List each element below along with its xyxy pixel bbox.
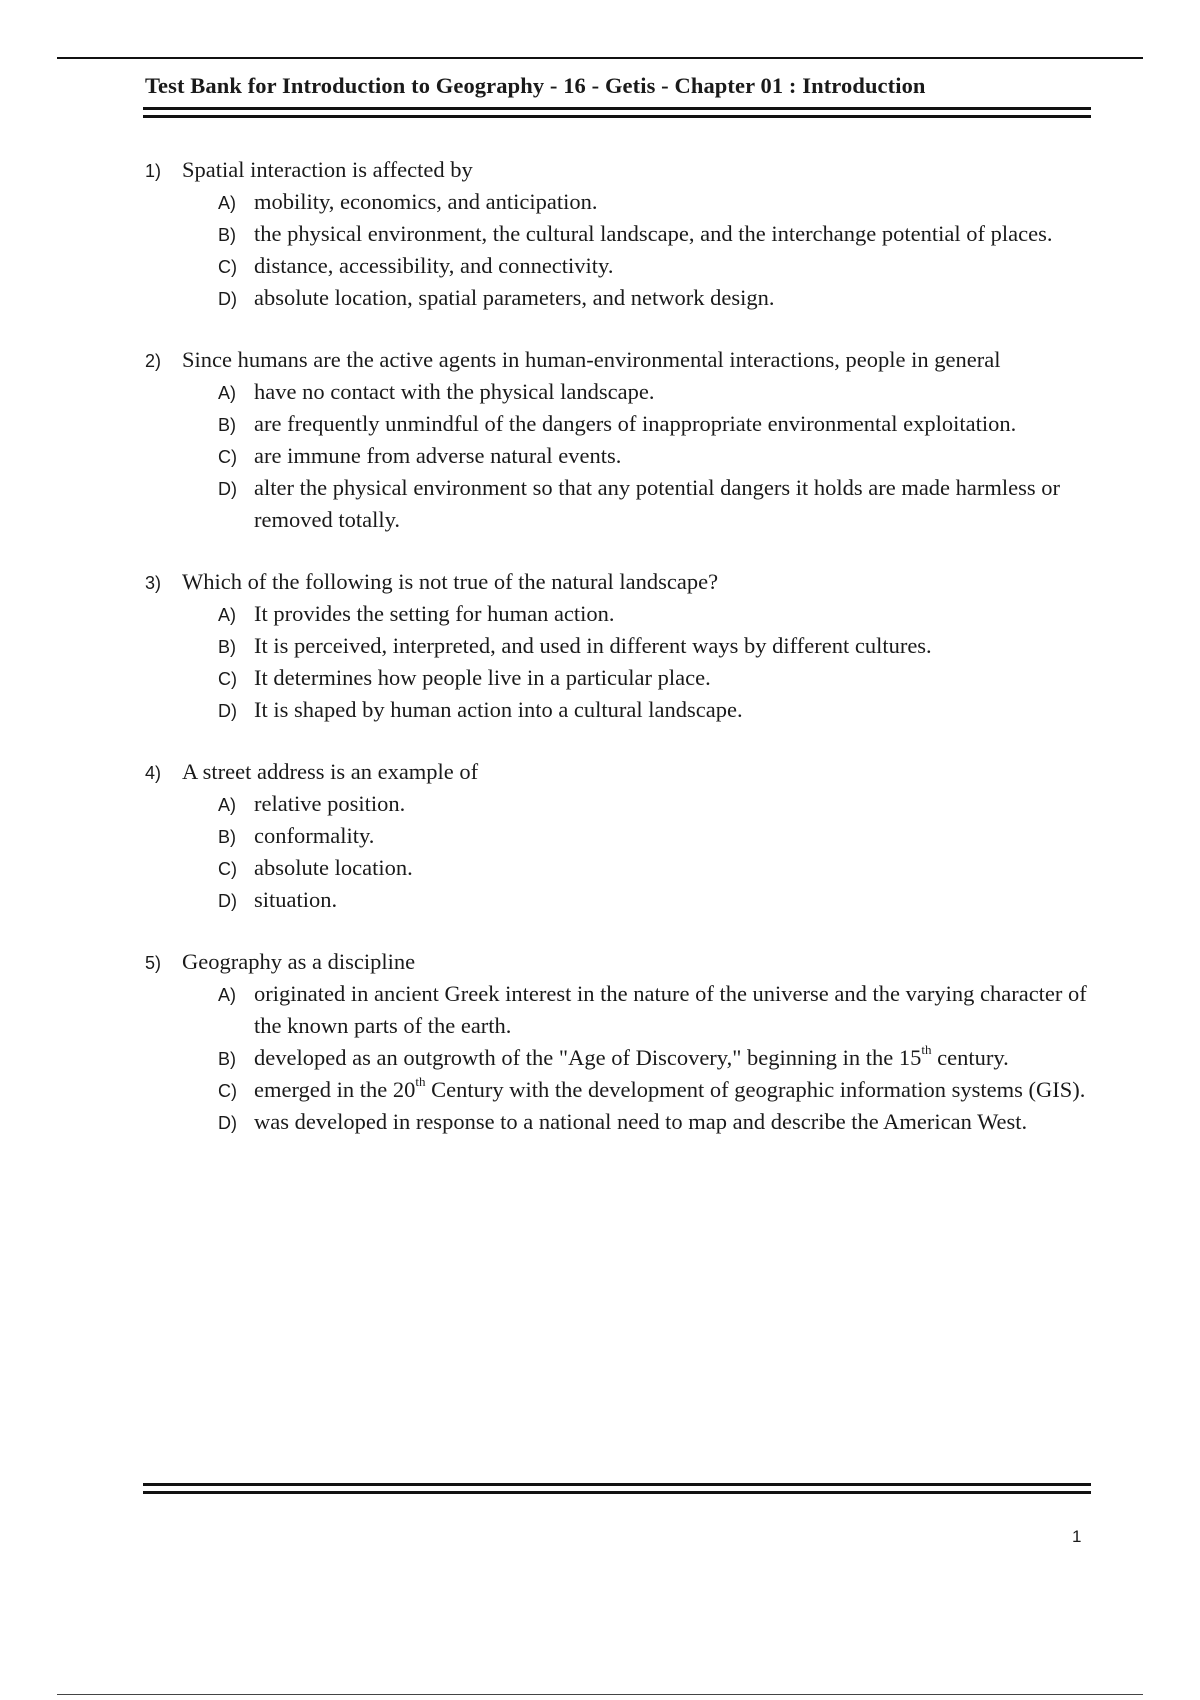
- option-letter: A): [218, 383, 236, 403]
- answer-options: [145, 978, 1095, 1138]
- answer-option-d: [145, 472, 1095, 536]
- document-title: Test Bank for Introduction to Geography - 16 - Getis - Chapter 01 : Introduction: [145, 73, 926, 98]
- answer-options: [145, 376, 1095, 536]
- option-text: mobility, economics, and anticipation.: [254, 189, 598, 214]
- option-letter: D): [218, 289, 237, 309]
- option-letter: B): [218, 827, 236, 847]
- question-number: 5): [145, 953, 162, 973]
- page-number: 1: [1072, 1527, 1082, 1546]
- option-text: the physical environment, the cultural landscape, and the interchange potential of places.: [254, 221, 1053, 246]
- answer-option-b: [145, 1042, 1095, 1074]
- option-letter: B): [218, 637, 236, 657]
- superscript-ordinal: th: [415, 1073, 426, 1089]
- question-5: [145, 946, 1095, 1138]
- answer-option-a: [145, 788, 1095, 820]
- answer-option-c: [145, 852, 1095, 884]
- option-letter: A): [218, 605, 236, 625]
- option-text: are immune from adverse natural events.: [254, 443, 622, 468]
- answer-option-b: [145, 630, 1095, 662]
- option-text: distance, accessibility, and connectivity.: [254, 253, 614, 278]
- question-stem: Since humans are the active agents in human-environmental interactions, people in general: [182, 347, 1001, 372]
- option-letter: D): [218, 1113, 237, 1133]
- question-list: [145, 154, 1095, 1168]
- question-number: 4): [145, 763, 162, 783]
- option-text: It provides the setting for human action.: [254, 601, 615, 626]
- option-text: relative position.: [254, 791, 406, 816]
- page-bottom-rule: [57, 1694, 1143, 1695]
- question-stem: Which of the following is not true of the natural landscape?: [182, 569, 719, 594]
- answer-options: [145, 186, 1095, 314]
- answer-option-a: [145, 598, 1095, 630]
- answer-option-c: [145, 440, 1095, 472]
- footer-double-rule: [143, 1483, 1091, 1494]
- answer-option-c: [145, 250, 1095, 282]
- answer-option-d: [145, 694, 1095, 726]
- answer-options: [145, 598, 1095, 726]
- answer-option-a: [145, 978, 1095, 1042]
- answer-options: [145, 788, 1095, 916]
- answer-option-d: [145, 1106, 1095, 1138]
- answer-option-a: [145, 376, 1095, 408]
- option-text: alter the physical environment so that any potential dangers it holds are made harmless or removed totally.: [254, 475, 1061, 532]
- answer-option-c: [145, 1074, 1095, 1106]
- answer-option-c: [145, 662, 1095, 694]
- option-text: It is shaped by human action into a cultural landscape.: [254, 697, 743, 722]
- header-double-rule: [143, 107, 1091, 118]
- option-text: situation.: [254, 887, 338, 912]
- question-stem: A street address is an example of: [182, 759, 479, 784]
- option-text-before: emerged in the 20: [254, 1077, 416, 1102]
- option-text: have no contact with the physical landscape.: [254, 379, 655, 404]
- option-text-before: developed as an outgrowth of the "Age of Discovery," beginning in the 15: [254, 1045, 922, 1070]
- answer-option-a: [145, 186, 1095, 218]
- option-letter: B): [218, 1049, 236, 1069]
- superscript-ordinal: th: [921, 1041, 932, 1057]
- option-letter: D): [218, 701, 237, 721]
- question-number: 3): [145, 573, 162, 593]
- option-text: It is perceived, interpreted, and used in different ways by different cultures.: [254, 633, 932, 658]
- option-text-after: Century with the development of geographic information systems (GIS).: [425, 1077, 1086, 1102]
- option-text: It determines how people live in a particular place.: [254, 665, 711, 690]
- option-text: conformality.: [254, 823, 375, 848]
- option-text: absolute location, spatial parameters, and network design.: [254, 285, 775, 310]
- answer-option-b: [145, 408, 1095, 440]
- question-number: 1): [145, 161, 162, 181]
- answer-option-d: [145, 282, 1095, 314]
- option-text: originated in ancient Greek interest in the nature of the universe and the varying character of the known parts of the earth.: [254, 981, 1087, 1038]
- option-letter: C): [218, 1081, 237, 1101]
- question-1: [145, 154, 1095, 314]
- question-2: [145, 344, 1095, 536]
- question-4: [145, 756, 1095, 916]
- option-letter: B): [218, 415, 236, 435]
- option-letter: D): [218, 891, 237, 911]
- option-letter: C): [218, 669, 237, 689]
- option-letter: A): [218, 985, 236, 1005]
- option-text: absolute location.: [254, 855, 413, 880]
- question-stem: Spatial interaction is affected by: [182, 157, 473, 182]
- option-letter: B): [218, 225, 236, 245]
- question-stem: Geography as a discipline: [182, 949, 416, 974]
- option-letter: C): [218, 859, 237, 879]
- question-3: [145, 566, 1095, 726]
- option-text: was developed in response to a national need to map and describe the American West.: [254, 1109, 1028, 1134]
- option-letter: C): [218, 447, 237, 467]
- answer-option-d: [145, 884, 1095, 916]
- page-top-rule: [57, 57, 1143, 59]
- option-letter: A): [218, 795, 236, 815]
- option-letter: D): [218, 479, 237, 499]
- option-text: are frequently unmindful of the dangers of inappropriate environmental exploitation.: [254, 411, 1017, 436]
- option-letter: C): [218, 257, 237, 277]
- question-number: 2): [145, 351, 162, 371]
- answer-option-b: [145, 218, 1095, 250]
- option-letter: A): [218, 193, 236, 213]
- answer-option-b: [145, 820, 1095, 852]
- option-text-after: century.: [931, 1045, 1009, 1070]
